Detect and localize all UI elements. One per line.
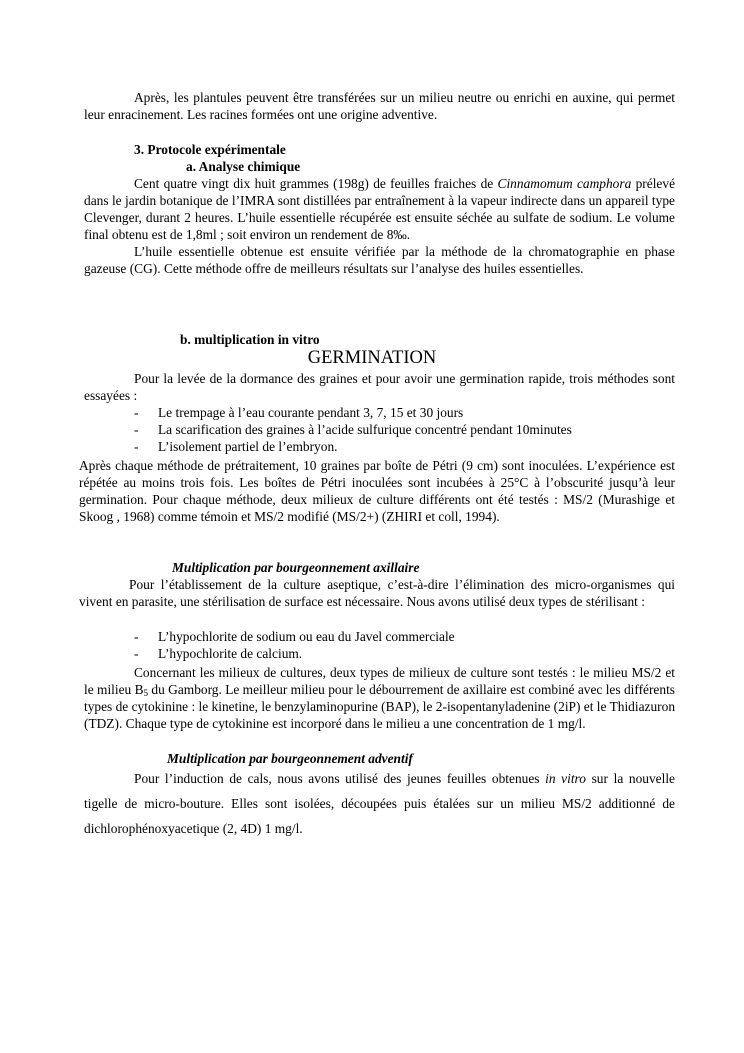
sterilant-list [134,628,455,662]
chemical-analysis-paragraph: Cent quatre vingt dix huit grammes (198g) de feuilles fraiches de Cinnamomum camphora prélevé dans le jardin botanique de l’IMRA sont distillées par entraînement à la vapeur indirecte dans un appareil type Clevenger, durant 2 heures. L’huile essentielle récupérée est ensuite séchée au sulfate de sodium. Le volume final obtenu est de 1,8ml ; soit environ un rendement de 8‰. [84,176,676,242]
callus-induction-block [84,766,675,841]
intro-paragraph: Après, les plantules peuvent être transférées sur un milieu neutre ou enrichi en auxine, qui permet leur enracinement. Les racines formées ont une origine adventive. [84,90,675,122]
subsection-a-heading: a. Analyse chimique [186,159,301,174]
list-item: - L’isolement partiel de l’embryon. [134,439,338,454]
species-name: Cinnamomum camphora [497,176,632,191]
sterilization-paragraph: Pour l’établissement de la culture aseptique, c’est-à-dire l’élimination des micro-organismes qui vivent en parasite, une stérilisation de surface est nécessaire. Nous avons utilisé deux types de stérilisant : [79,577,675,609]
intro-block [84,89,675,123]
germination-methods-list [134,404,572,455]
adventitious-heading: Multiplication par bourgeonnement adventif [167,751,413,766]
chromatography-paragraph: L’huile essentielle obtenue est ensuite vérifiée par la méthode de la chromatographie en phase gazeuse (CG). Cette méthode offre de meilleurs résultats sur l’analyse des huiles essentielles. [84,244,675,276]
chemical-analysis-block [84,175,675,277]
subsection-b-heading: b. multiplication in vitro [180,332,320,347]
list-item: - Le trempage à l’eau courante pendant 3, 7, 15 et 30 jours [134,405,464,420]
section-3-heading: 3. Protocole expérimentale [134,142,286,157]
list-item: - L’hypochlorite de sodium ou eau du Javel commerciale [134,629,455,644]
germination-protocol-block [79,457,675,525]
germination-protocol-paragraph: Après chaque méthode de prétraitement, 10 graines par boîte de Pétri (9 cm) sont inoculées. L’expérience est répétée au moins trois fois. Les boîtes de Pétri inoculées sont incubées à 25°C à l’obscurité jusqu’à leur germination. Pour chaque méthode, deux milieux de culture différents ont été testés : MS/2 (Murashige et Skoog , 1968) comme témoin et MS/2 modifié (MS/2+) (ZHIRI et coll, 1994). [79,458,675,524]
list-item: - La scarification des graines à l’acide sulfurique concentré pendant 10minutes [134,422,572,437]
callus-induction-paragraph: Pour l’induction de cals, nous avons utilisé des jeunes feuilles obtenues in vitro sur la nouvelle tigelle de micro-bouture. Elles sont isolées, découpées puis étalées sur un milieu MS/2 additionné de dichlorophénoxyacetique (2, 4D) 1 mg/l. [84,771,675,836]
list-item: - L’hypochlorite de calcium. [134,646,303,661]
germination-intro-paragraph: Pour la levée de la dormance des graines et pour avoir une germination rapide, trois méthodes sont essayées : [84,371,675,403]
sterilization-block [79,576,675,610]
germination-intro-block [84,370,675,404]
axillary-heading: Multiplication par bourgeonnement axillaire [172,560,420,575]
culture-media-block [84,664,675,732]
culture-media-paragraph: Concernant les milieux de cultures, deux types de milieux de culture sont testés : le milieu MS/2 et le milieu $B_5$ du Gamborg. Le meilleur milieu pour le débourrement de axillaire est combiné avec les différents types de cytokinine : le kinetine, le benzylaminopurine (BAP), le 2-isopentanyladenine (2iP) et le Thidiazuron (TDZ). Chaque type de cytokinine est incorporé dans le milieu a une concentration de 1 mg/l. [84,665,676,731]
germination-title: GERMINATION [307,348,437,368]
